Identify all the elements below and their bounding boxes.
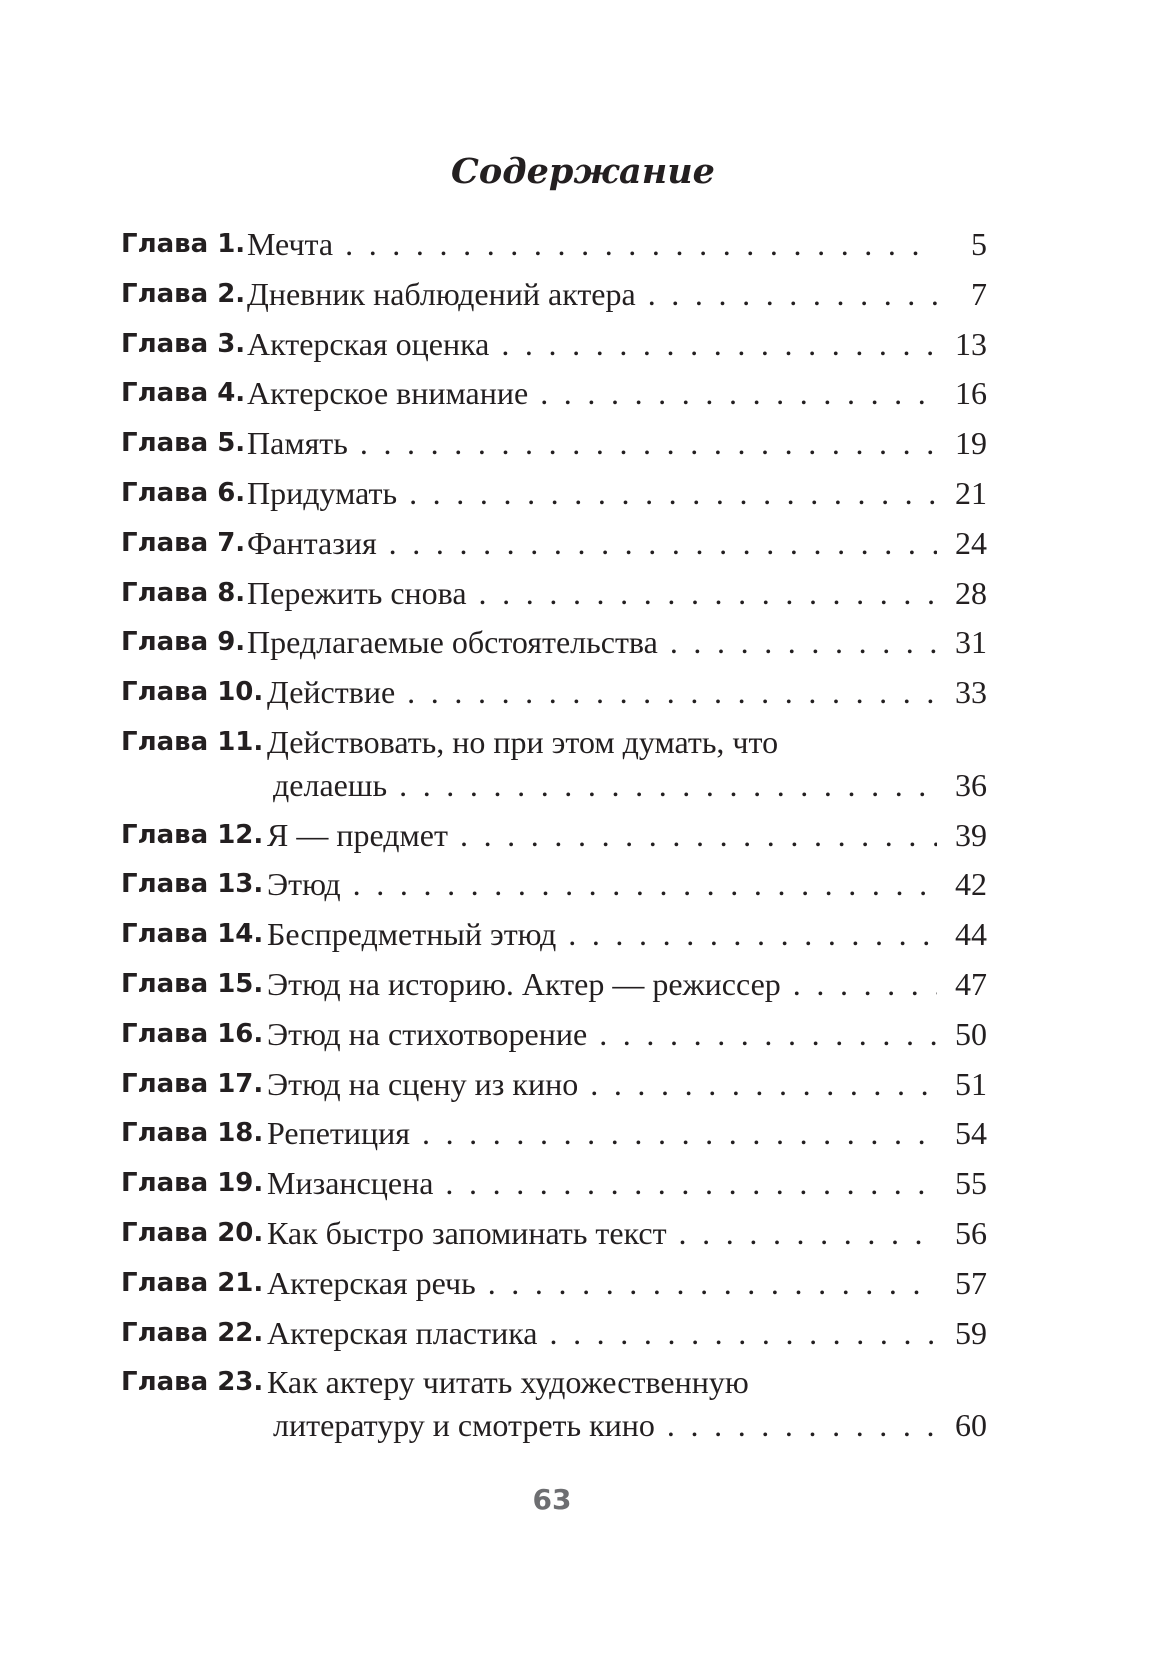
chapter-page-number: 16: [955, 375, 987, 412]
toc-entry[interactable]: [121, 322, 987, 372]
chapter-label: Глава 22.: [121, 1317, 264, 1348]
chapter-title: Фантазия: [247, 524, 377, 561]
toc-entry[interactable]: [121, 720, 987, 813]
toc-entry[interactable]: [121, 1211, 987, 1261]
toc-entry[interactable]: [121, 571, 987, 621]
chapter-page-number: 60: [955, 1407, 987, 1444]
chapter-title: Мечта: [247, 226, 334, 262]
toc-entry[interactable]: [121, 912, 987, 962]
chapter-page-number: 33: [955, 674, 987, 711]
page-title: Содержание: [451, 151, 715, 192]
leader-dots: [501, 322, 937, 366]
toc-entry[interactable]: [121, 471, 987, 521]
leader-dots: [445, 1161, 937, 1205]
chapter-page-number: 44: [955, 916, 987, 953]
toc-entry[interactable]: [121, 521, 987, 571]
leader-dots: [488, 1261, 937, 1305]
chapter-title: Придумать: [247, 474, 398, 511]
chapter-title: Актерское внимание: [247, 375, 529, 412]
leader-dots: [549, 1311, 937, 1355]
chapter-label: Глава 9.: [121, 627, 246, 658]
chapter-title: Репетиция: [267, 1115, 410, 1152]
chapter-title: Актерская пластика: [267, 1314, 538, 1351]
chapter-label: Глава 23.: [121, 1367, 264, 1398]
chapter-title: Память: [247, 425, 348, 462]
chapter-label: Глава 19.: [121, 1168, 264, 1199]
chapter-page-number: 54: [955, 1115, 987, 1152]
toc-entry[interactable]: [121, 813, 987, 863]
chapter-page-number: 56: [955, 1214, 987, 1251]
chapter-label: Глава 17.: [121, 1068, 264, 1099]
toc-entry[interactable]: [121, 1261, 987, 1311]
chapter-label: Глава 7.: [121, 527, 246, 558]
leader-dots: [460, 813, 937, 857]
toc-entry[interactable]: [121, 1111, 987, 1161]
chapter-page-number: 47: [955, 965, 987, 1002]
page-number: 63: [532, 1483, 572, 1516]
chapter-page-number: 59: [955, 1314, 987, 1351]
chapter-label: Глава 3.: [121, 328, 246, 359]
chapter-page-number: 39: [955, 816, 987, 853]
chapter-page-number: 51: [955, 1065, 987, 1102]
chapter-title: Мизансцена: [267, 1165, 434, 1202]
leader-dots: [389, 521, 937, 565]
chapter-title-continued: литературу и смотреть кино: [273, 1407, 655, 1444]
chapter-label: Глава 11.: [121, 726, 264, 757]
leader-dots: [353, 862, 937, 906]
chapter-label: Глава 12.: [121, 819, 264, 850]
toc-entry[interactable]: [121, 670, 987, 720]
chapter-label: Глава 16.: [121, 1018, 264, 1049]
chapter-page-number: 42: [955, 866, 987, 903]
leader-dots: [568, 912, 937, 956]
leader-dots: [407, 670, 937, 714]
toc-entry[interactable]: [121, 962, 987, 1012]
leader-dots: [479, 571, 937, 615]
chapter-label: Глава 8.: [121, 577, 246, 608]
chapter-label: Глава 15.: [121, 968, 264, 999]
chapter-page-number: 19: [955, 425, 987, 462]
toc-entry[interactable]: [121, 1311, 987, 1361]
leader-dots: [409, 471, 937, 515]
chapter-page-number: 24: [955, 524, 987, 561]
toc-entry[interactable]: [121, 1012, 987, 1062]
chapter-title-continued: делаешь: [273, 766, 388, 803]
leader-dots: [399, 763, 937, 807]
leader-dots: [648, 272, 937, 316]
chapter-page-number: 13: [955, 325, 987, 362]
leader-dots: [345, 222, 937, 266]
leader-dots: [360, 421, 937, 465]
leader-dots: [599, 1012, 937, 1056]
leader-dots: [679, 1211, 937, 1255]
chapter-page-number: 28: [955, 574, 987, 611]
chapter-title: Актерская оценка: [247, 325, 490, 362]
chapter-label: Глава 18.: [121, 1118, 264, 1149]
chapter-title: Актерская речь: [267, 1264, 476, 1301]
toc-entry[interactable]: [121, 421, 987, 471]
toc-entry[interactable]: [121, 620, 987, 670]
leader-dots: [590, 1062, 937, 1106]
leader-dots: [540, 371, 937, 415]
chapter-page-number: 7: [971, 275, 987, 312]
leader-dots: [670, 620, 937, 664]
chapter-page-number: 31: [955, 624, 987, 661]
toc-entry[interactable]: [121, 1360, 987, 1453]
chapter-label: Глава 5.: [121, 428, 246, 459]
chapter-title: Дневник наблюдений актера: [247, 275, 636, 312]
toc-entry[interactable]: [121, 1062, 987, 1112]
chapter-title: Этюд на сцену из кино: [267, 1065, 579, 1102]
toc-entry[interactable]: [121, 222, 987, 272]
toc-entry[interactable]: [121, 862, 987, 912]
toc-entry[interactable]: [121, 1161, 987, 1211]
chapter-label: Глава 2.: [121, 278, 246, 309]
chapter-page-number: 55: [955, 1165, 987, 1202]
leader-dots: [793, 962, 937, 1006]
chapter-page-number: 21: [955, 474, 987, 511]
chapter-title: Я — предмет: [267, 816, 448, 853]
toc-entry[interactable]: [121, 371, 987, 421]
chapter-title: Этюд на стихотворение: [267, 1015, 588, 1052]
chapter-title: Действовать, но при этом думать, что: [267, 723, 779, 760]
chapter-title: Как актеру читать художественную: [267, 1364, 749, 1401]
chapter-label: Глава 1.: [121, 229, 246, 259]
chapter-title: Этюд: [267, 866, 341, 903]
table-of-contents: [121, 222, 987, 1453]
chapter-label: Глава 6.: [121, 477, 246, 508]
leader-dots: [667, 1403, 937, 1447]
chapter-label: Глава 13.: [121, 869, 264, 900]
chapter-page-number: 50: [955, 1015, 987, 1052]
chapter-page-number: 57: [955, 1264, 987, 1301]
chapter-label: Глава 4.: [121, 378, 246, 409]
chapter-page-number: 36: [955, 766, 987, 803]
chapter-page-number: 5: [971, 226, 987, 262]
chapter-title: Предлагаемые обстоятельства: [247, 624, 658, 661]
chapter-label: Глава 21.: [121, 1267, 264, 1298]
chapter-title: Пережить снова: [247, 574, 467, 611]
chapter-label: Глава 14.: [121, 919, 264, 950]
chapter-title: Беспредметный этюд: [267, 916, 557, 953]
toc-entry[interactable]: [121, 272, 987, 322]
leader-dots: [422, 1111, 937, 1155]
chapter-title: Как быстро запоминать текст: [267, 1214, 667, 1251]
chapter-label: Глава 20.: [121, 1217, 264, 1248]
chapter-label: Глава 10.: [121, 677, 264, 708]
chapter-title: Действие: [267, 674, 396, 711]
chapter-title: Этюд на историю. Актер — режиссер: [267, 965, 781, 1002]
